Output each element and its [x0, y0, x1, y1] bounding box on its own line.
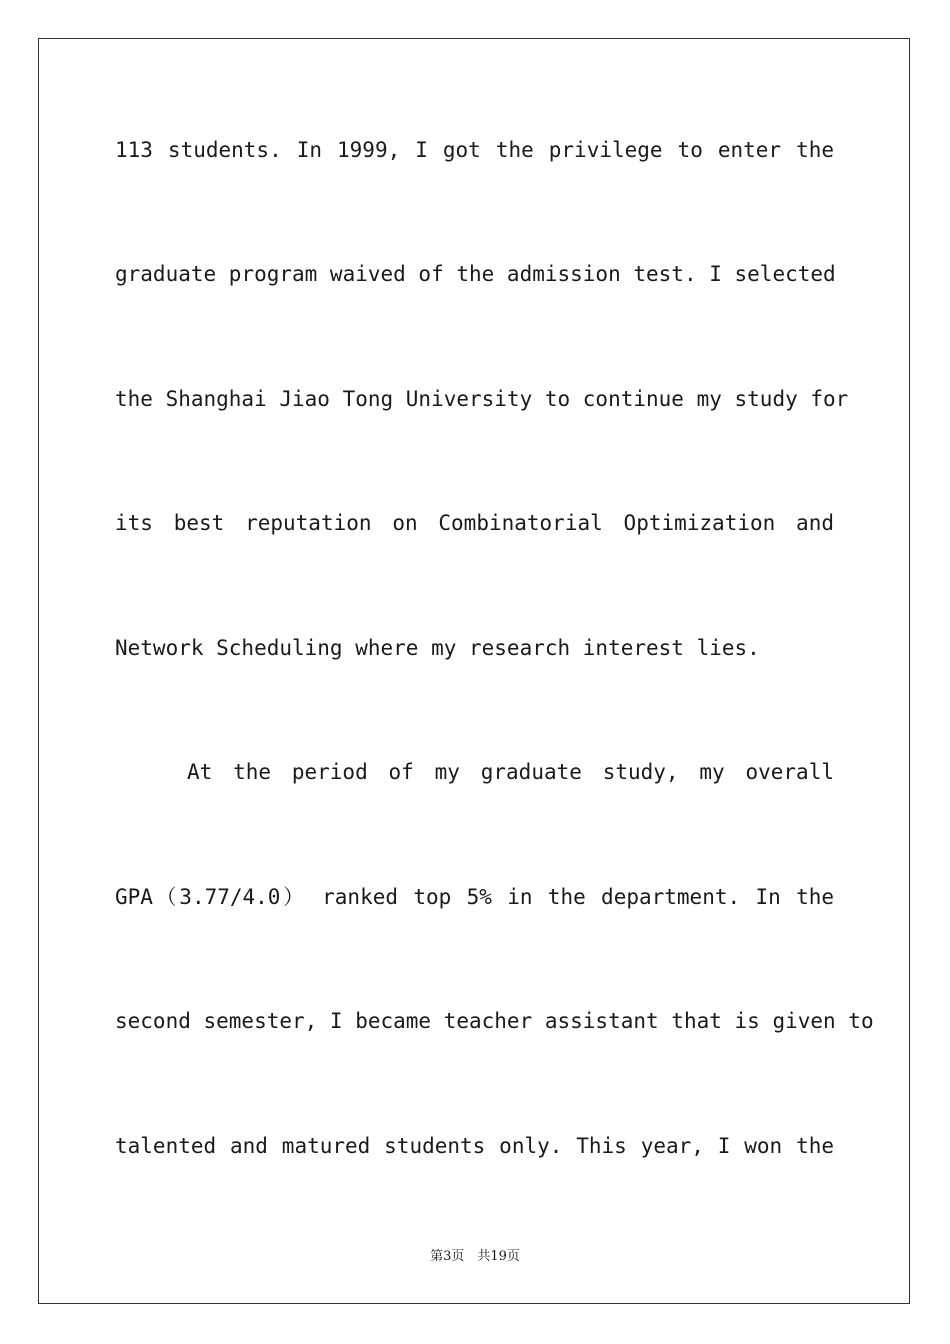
body-text-line: talented and matured students only. This year, I won the	[115, 1134, 834, 1158]
body-text-line: the Shanghai Jiao Tong University to continue my study for	[115, 387, 849, 411]
body-text-line: Network Scheduling where my research interest lies.	[115, 636, 760, 660]
body-text-line: GPA（3.77/4.0） ranked top 5% in the department. In the	[115, 885, 834, 909]
body-text-line: graduate program waived of the admission test. I selected	[115, 262, 836, 286]
page-number-footer: 第3页 共19页	[430, 1249, 520, 1264]
page-frame	[38, 38, 910, 1304]
body-text-line: its best reputation on Combinatorial Optimization and	[115, 511, 834, 535]
body-text-line: second semester, I became teacher assistant that is given to	[115, 1009, 874, 1033]
paragraph-first-line: At the period of my graduate study, my overall	[187, 760, 834, 784]
body-text-line: 113 students. In 1999, I got the privilege to enter the	[115, 138, 834, 162]
